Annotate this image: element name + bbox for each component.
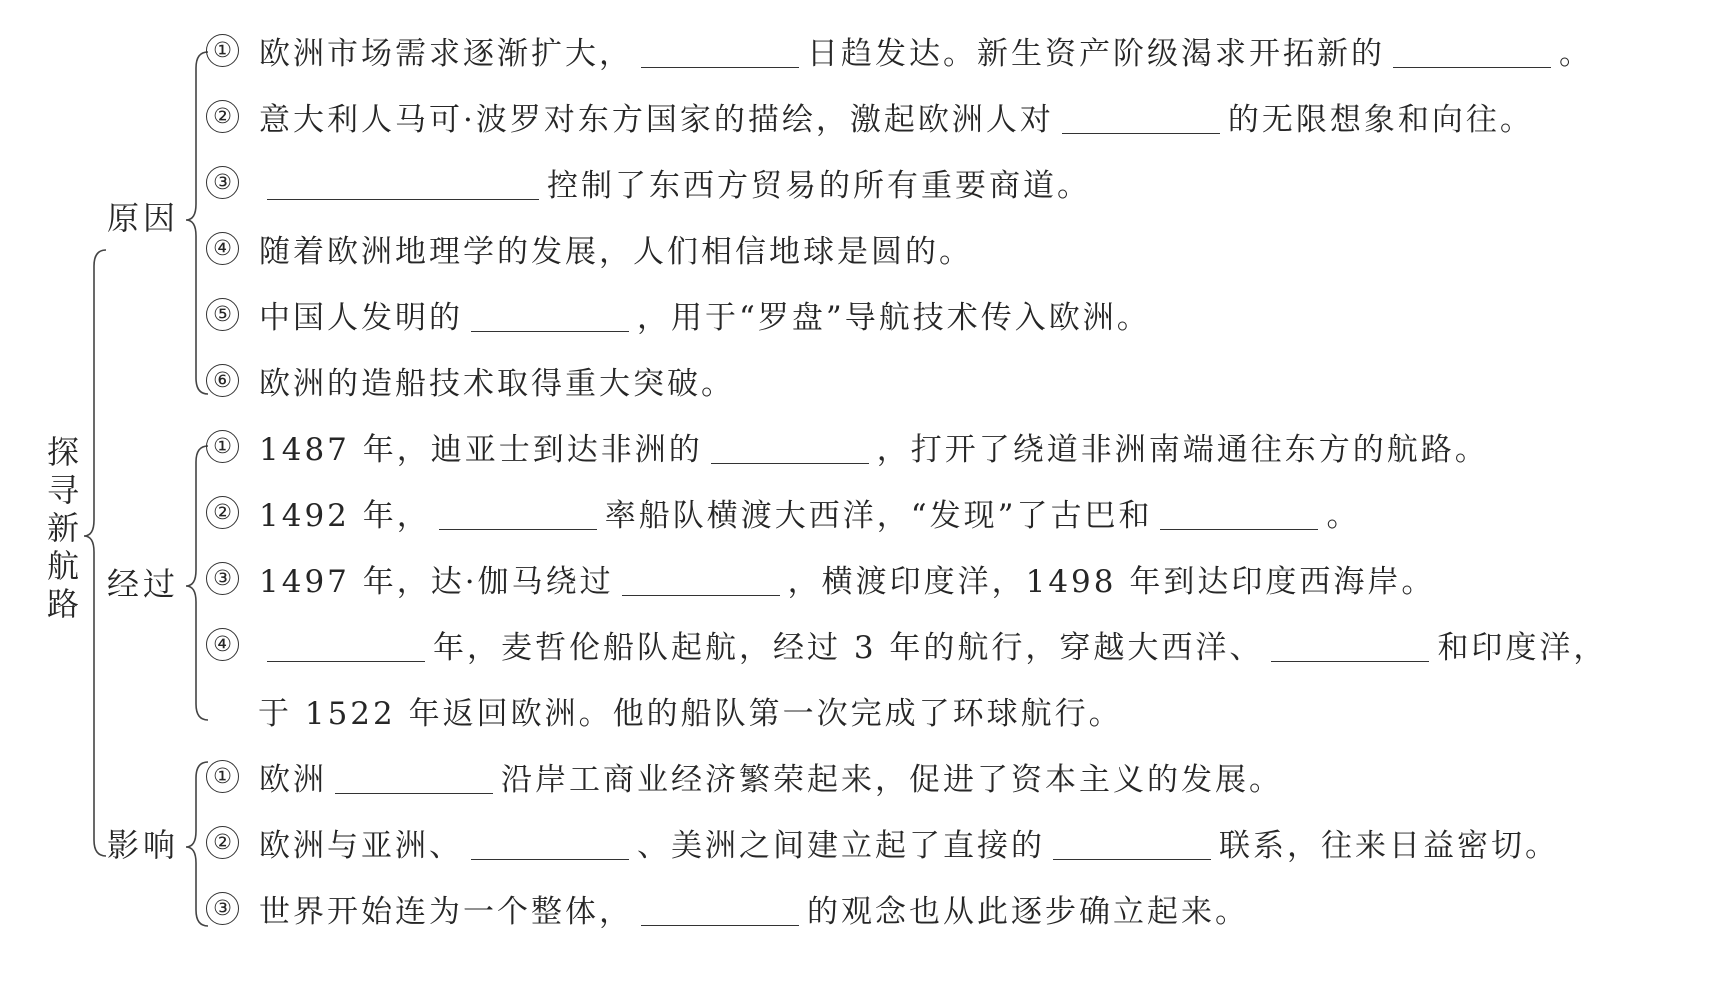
- item-row-reasons-1: [206, 22, 1593, 78]
- item-text: 于 1522 年返回欧洲。他的船队第一次完成了环球航行。: [258, 695, 1123, 732]
- item-row-process-5: [258, 682, 1123, 738]
- item-number: ③: [206, 892, 239, 925]
- item-row-reasons-5: [206, 286, 1151, 342]
- item-text: 控制了东西方贸易的所有重要商道。: [547, 167, 1091, 204]
- root-title-char: 路: [46, 585, 79, 623]
- item-number: ①: [206, 760, 239, 793]
- item-text: 。: [1559, 35, 1593, 72]
- item-text: 随着欧洲地理学的发展，人们相信地球是圆的。: [259, 233, 973, 270]
- item-text: 世界开始连为一个整体，: [259, 893, 633, 930]
- item-number: ③: [206, 166, 239, 199]
- root-title-char: 航: [46, 547, 79, 585]
- section-label-reasons: 原因: [107, 199, 180, 237]
- impact-brace: [186, 762, 208, 926]
- item-row-reasons-4: [206, 220, 973, 276]
- item-row-process-4: [206, 616, 1607, 672]
- fill-blank[interactable]: [641, 33, 799, 68]
- item-number: ⑤: [206, 298, 239, 331]
- item-text: 欧洲市场需求逐渐扩大，: [259, 35, 633, 72]
- item-number: ⑥: [206, 364, 239, 397]
- fill-blank[interactable]: [1053, 825, 1211, 860]
- fill-blank[interactable]: [711, 429, 869, 464]
- item-text: 意大利人马可·波罗对东方国家的描绘，激起欧洲人对: [259, 101, 1054, 138]
- item-text: 1492 年，: [259, 497, 431, 534]
- root-title-char: 寻: [46, 471, 79, 509]
- item-text: 沿岸工商业经济繁荣起来，促进了资本主义的发展。: [501, 761, 1283, 798]
- item-text: ，横渡印度洋，1498 年到达印度西海岸。: [787, 563, 1436, 600]
- item-text: 欧洲的造船技术取得重大突破。: [259, 365, 735, 402]
- item-text: 欧洲与亚洲、: [259, 827, 463, 864]
- item-text: 1487 年，迪亚士到达非洲的: [259, 431, 703, 468]
- fill-blank[interactable]: [335, 759, 493, 794]
- item-text: 、美洲之间建立起了直接的: [637, 827, 1045, 864]
- reasons-brace: [186, 52, 208, 394]
- item-number: ②: [206, 826, 239, 859]
- item-text: ，打开了绕道非洲南端通往东方的航路。: [876, 431, 1489, 468]
- fill-blank[interactable]: [1160, 495, 1318, 530]
- item-text: 的观念也从此逐步确立起来。: [807, 893, 1249, 930]
- root-title-char: 探: [46, 433, 79, 471]
- item-text: 。: [1326, 497, 1361, 534]
- item-text: 日趋发达。新生资产阶级渴求开拓新的: [807, 35, 1385, 72]
- item-row-reasons-3: [206, 154, 1091, 210]
- item-row-impact-2: [206, 814, 1559, 870]
- item-text: 率船队横渡大西洋，“发现”了古巴和: [604, 497, 1153, 534]
- item-text: ，用于“罗盘”导航技术传入欧洲。: [637, 299, 1151, 336]
- item-number: ②: [206, 100, 239, 133]
- fill-blank[interactable]: [267, 627, 425, 662]
- item-row-process-3: [206, 550, 1435, 606]
- item-row-impact-3: [206, 880, 1249, 936]
- fill-blank[interactable]: [1393, 33, 1551, 68]
- root-title: [44, 433, 82, 623]
- item-row-reasons-2: [206, 88, 1534, 144]
- fill-blank[interactable]: [641, 891, 799, 926]
- fill-blank[interactable]: [471, 297, 629, 332]
- process-brace: [186, 446, 208, 720]
- fill-blank[interactable]: [622, 561, 780, 596]
- item-number: ①: [206, 34, 239, 67]
- root-brace: [84, 250, 106, 856]
- item-number: ④: [206, 628, 239, 661]
- item-text: 1497 年，达·伽马绕过: [259, 563, 614, 600]
- item-number: ②: [206, 496, 239, 529]
- fill-blank[interactable]: [1062, 99, 1220, 134]
- item-text: 中国人发明的: [259, 299, 463, 336]
- section-label-impact: 影响: [107, 826, 180, 864]
- item-number: ③: [206, 562, 239, 595]
- fill-blank[interactable]: [471, 825, 629, 860]
- item-row-reasons-6: [206, 352, 735, 408]
- item-row-process-1: [206, 418, 1489, 474]
- item-text: 欧洲: [259, 761, 327, 798]
- item-row-impact-1: [206, 748, 1283, 804]
- fill-blank[interactable]: [1271, 627, 1429, 662]
- item-text: 的无限想象和向往。: [1227, 101, 1534, 138]
- item-text: 年，麦哲伦船队起航，经过 3 年的航行，穿越大西洋、: [433, 629, 1264, 666]
- fill-blank[interactable]: [439, 495, 597, 530]
- item-text: 和印度洋，: [1437, 629, 1608, 666]
- item-number: ④: [206, 232, 239, 265]
- section-label-process: 经过: [107, 565, 180, 603]
- item-number: ①: [206, 430, 239, 463]
- item-text: 联系，往来日益密切。: [1219, 827, 1559, 864]
- item-row-process-2: [206, 484, 1360, 540]
- root-title-char: 新: [46, 509, 79, 547]
- fill-blank[interactable]: [267, 165, 539, 200]
